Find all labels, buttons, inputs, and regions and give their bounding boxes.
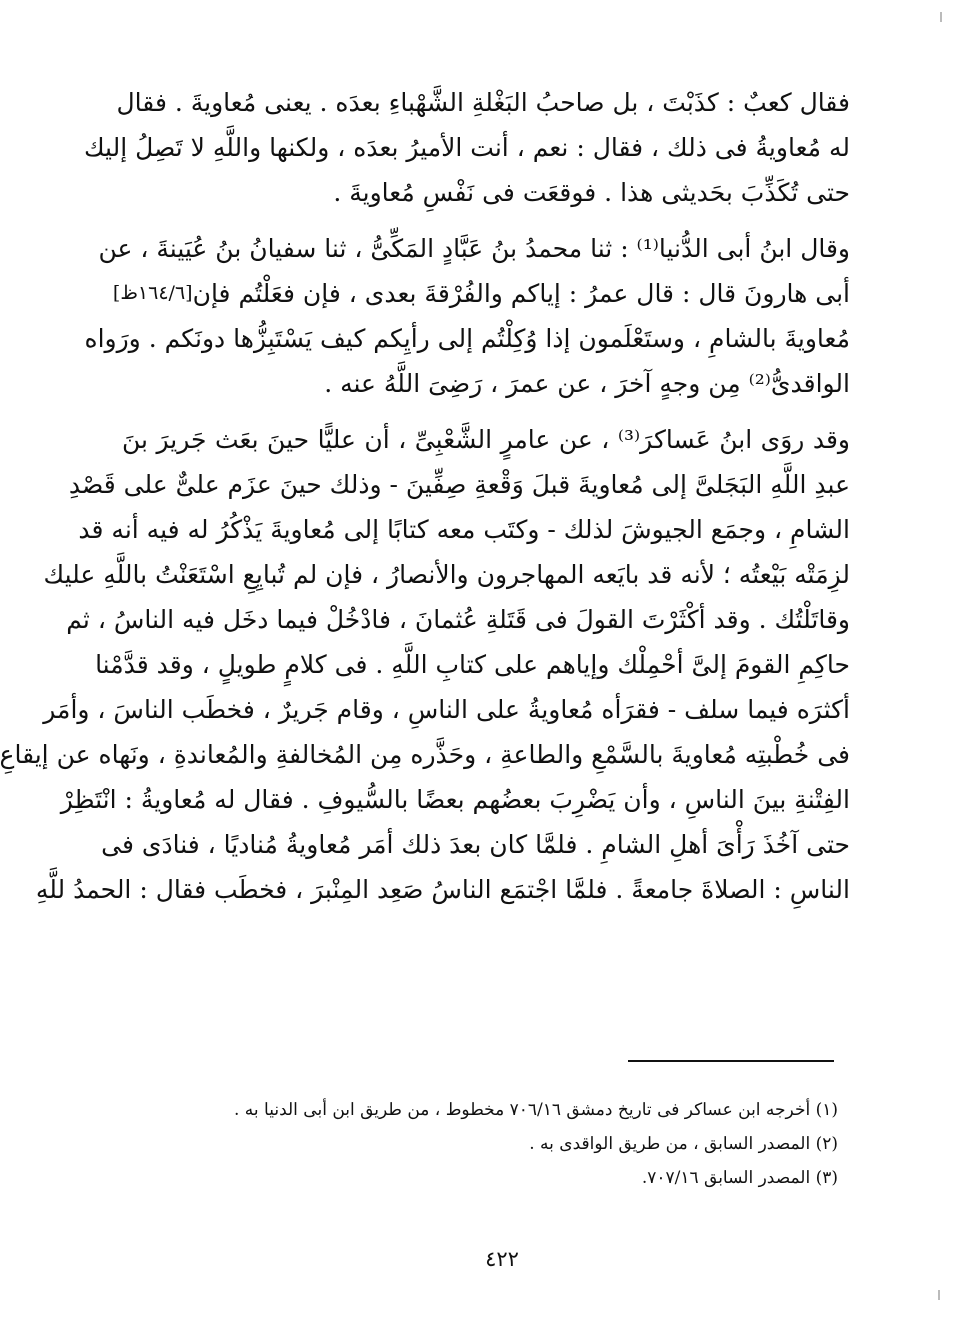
text-line: حاكِمِ القومَ إلىَّ أحْمِلْك وإياهم على كتابِ اللَّهِ . فى كلامٍ طويلٍ ، وقد قدَّمْنا: [95, 650, 850, 679]
text-line: الواقدىُّ⁽²⁾ مِن وجهٍ آخرَ ، عن عمرَ ، رَضِىَ اللَّهُ عنه .: [324, 369, 850, 398]
text-line: أبى هارونَ قال : قال عمرُ : إياكم والفُرْقةَ بعدى ، فإن فعَلْتُم فإن: [192, 279, 850, 308]
text-line: وقال ابنُ أبى الدُّنيا⁽¹⁾ : ثنا محمدُ بنُ عَبَّادٍ المَكِّىُّ ، ثنا سفيانُ بنُ عُيَينةَ ، عن: [98, 234, 850, 263]
text-line: وقاتَلْتُك . وقد أكْثَرْتَ القولَ فى قَتَلةِ عُثمانَ ، فادْخُلْ فيما دخَل فيه الناسُ ، ثم: [66, 605, 850, 634]
text-line: فى خُطْبتِه مُعاويةَ بالسَّمْعِ والطاعةِ ، وحَذَّره مِن المُخالفةِ والمُعاندةِ ، ونَهاه عن إيقاعِ: [0, 740, 850, 769]
text-line: الشامِ ، وجمَع الجيوشَ لذلك - وكتَب معه كتابًا إلى مُعاويةَ يَذْكُرُ له فيه أنه قد: [78, 515, 850, 544]
text-line: أكثرَه فيما سلف - فقرَأه مُعاويةُ على الناسِ ، وقام جَريرٌ ، فخطَب الناسَ ، وأمَر: [43, 695, 850, 724]
main-text: [0, 80, 850, 912]
text-line: حتى تُكَذِّبَ بحَديثى هذا . فوقعَت فى نَفْسِ مُعاويةَ .: [333, 178, 850, 207]
text-line: عبدِ اللَّهِ البَجَلىَّ إلى مُعاويةَ قبلَ وَقْعةِ صِفِّينَ - وذلك حينَ عزَم علىٌّ على قَصْدِ: [68, 470, 850, 499]
footnote: (٣) المصدر السابق ٧٠٧/١٦.: [641, 1168, 838, 1188]
page-edge-mark-top: [940, 12, 942, 22]
page-edge-mark-bottom: [938, 1290, 940, 1300]
footnote: (١) أخرجه ابن عساكر فى تاريخ دمشق ٧٠٦/١٦ مخطوط ، من طريق ابن أبى الدنيا به .: [233, 1100, 838, 1120]
text-line: لزِمَتْه بَيْعتُه ؛ لأنه قد بايَعه المهاجرون والأنصارُ ، فإن لم تُبايِعِ اسْتَعَنْتُ باللَّهِ عليك: [43, 560, 850, 589]
text-line-with-margin-note: [112, 271, 850, 316]
text-line: وقد روَى ابنُ عَساكرَ⁽³⁾ ، عن عامرٍ الشَّعْبِىِّ ، أن عليًّا حينَ بعَث جَريرَ بنَ: [122, 425, 850, 454]
text-line: الناسِ : الصلاةَ جامعةً . فلمَّا اجْتمَع الناسُ صَعِد المِنْبرَ ، فخطَب فقال : الحمدُ للَّهِ: [35, 875, 850, 904]
paragraph: [83, 80, 850, 215]
paragraph-gap: [122, 215, 850, 226]
footnote-separator: [628, 1060, 834, 1062]
text-line: الفِتْنةِ بينَ الناسِ ، وأن يَضْرِبَ بعضُهم بعضًا بالسُّيوفِ . فقال له مُعاويةُ : انْتَظِرْ: [60, 785, 850, 814]
paragraph-gap: [122, 406, 850, 417]
text-line: له مُعاويةُ فى ذلك ، فقال : نعم ، أنت الأميرُ بعدَه ، ولكنها واللَّهِ لا تَصِلُ إليك: [83, 133, 850, 162]
text-line: مُعاويةَ بالشامِ ، وستَعْلَمون إذا وُكِلْتُم إلى رأيِكم كيف يَسْتَبِزُّها دونَكم . ورَواه: [84, 324, 850, 353]
page-number: ٤٢٢: [485, 1247, 519, 1271]
text-line: فقال كعبٌ : كذَبْتَ ، بل صاحبُ البَغْلةِ الشَّهْباءِ بعدَه . يعنى مُعاويةَ . فقال: [116, 88, 850, 117]
margin-note: [١٦٤/٦ظ]: [112, 282, 193, 304]
paragraph: [84, 226, 850, 406]
footnotes: [130, 1093, 838, 1195]
paragraph: [0, 417, 850, 912]
text-line: حتى آخُذَ رَأْىَ أهلِ الشامِ . فلمَّا كان بعدَ ذلك أمَر مُعاويةُ مُناديًا ، فنادَى فى: [101, 830, 850, 859]
footnote: (٢) المصدر السابق ، من طريق الواقدى به .: [529, 1134, 838, 1154]
